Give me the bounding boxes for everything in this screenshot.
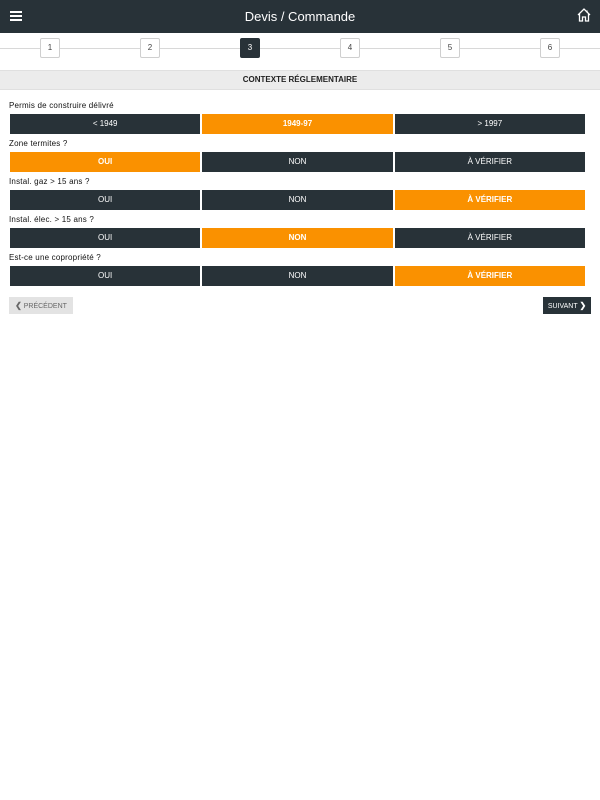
home-icon[interactable] [576, 7, 592, 23]
step-4[interactable]: 4 [340, 38, 360, 58]
next-button[interactable] [543, 297, 591, 314]
option-before-1949[interactable]: < 1949 [10, 114, 200, 134]
step-3[interactable]: 3 [240, 38, 260, 58]
question-label-permis: Permis de construire délivré [9, 101, 114, 110]
options-termites [10, 152, 585, 172]
step-6[interactable]: 6 [540, 38, 560, 58]
section-title: CONTEXTE RÉGLEMENTAIRE [0, 70, 600, 90]
options-permis [10, 114, 585, 134]
question-label-copropriete: Est-ce une copropriété ? [9, 253, 101, 262]
option-non[interactable]: NON [202, 152, 392, 172]
option-oui[interactable]: OUI [10, 228, 200, 248]
chevron-left-icon: ❮ [15, 301, 22, 310]
next-label: SUIVANT [547, 303, 578, 310]
option-non[interactable]: NON [202, 266, 392, 286]
previous-button[interactable] [9, 297, 73, 314]
question-label-elec: Instal. élec. > 15 ans ? [9, 215, 95, 224]
options-copropriete [10, 266, 585, 286]
option-oui[interactable]: OUI [10, 266, 200, 286]
chevron-right-icon: ❯ [579, 301, 587, 310]
option-a-verifier[interactable]: À VÉRIFIER [395, 228, 585, 248]
option-a-verifier[interactable]: À VÉRIFIER [395, 266, 585, 286]
stepper-line [0, 48, 600, 49]
page-title: Devis / Commande [244, 9, 356, 24]
question-label-gaz: Instal. gaz > 15 ans ? [9, 177, 90, 186]
option-after-1997[interactable]: > 1997 [395, 114, 585, 134]
option-a-verifier[interactable]: À VÉRIFIER [395, 190, 585, 210]
option-non[interactable]: NON [202, 190, 392, 210]
top-bar [0, 0, 600, 33]
options-gaz [10, 190, 585, 210]
option-non[interactable]: NON [202, 228, 392, 248]
question-label-termites: Zone termites ? [9, 139, 68, 148]
option-oui[interactable]: OUI [10, 190, 200, 210]
previous-label: PRÉCÉDENT [23, 303, 67, 310]
step-2[interactable]: 2 [140, 38, 160, 58]
stepper [0, 33, 600, 69]
option-a-verifier[interactable]: À VÉRIFIER [395, 152, 585, 172]
option-1949-97[interactable]: 1949-97 [202, 114, 392, 134]
step-5[interactable]: 5 [440, 38, 460, 58]
step-1[interactable]: 1 [40, 38, 60, 58]
option-oui[interactable]: OUI [10, 152, 200, 172]
options-elec [10, 228, 585, 248]
